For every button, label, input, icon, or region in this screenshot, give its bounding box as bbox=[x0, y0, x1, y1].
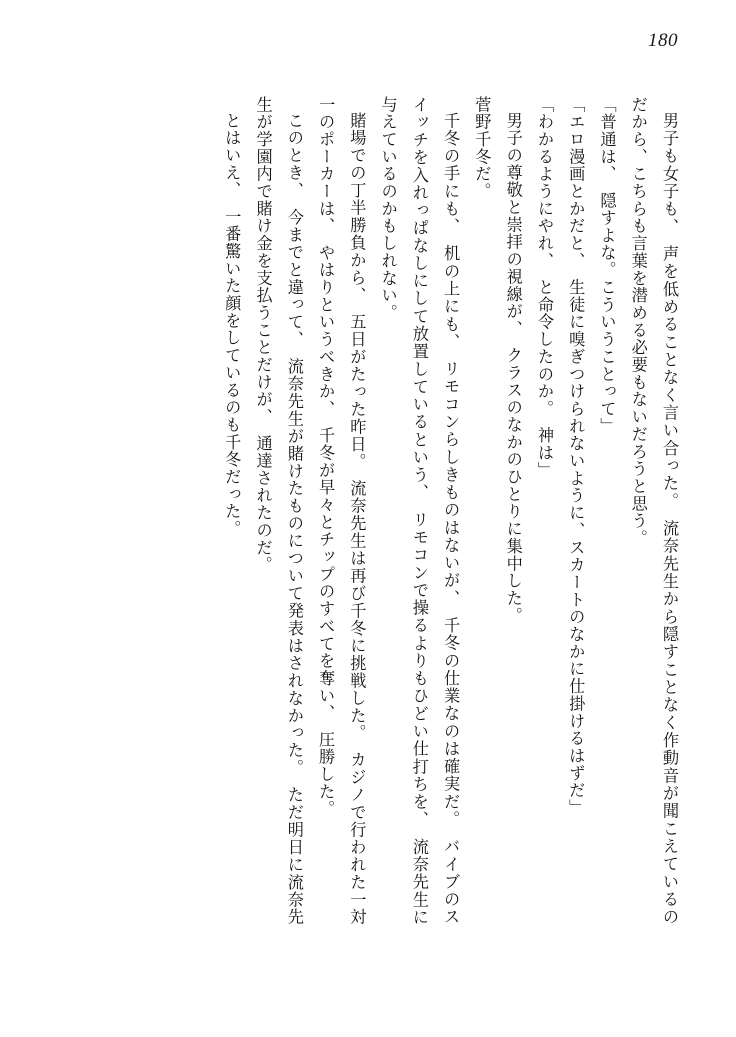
page-number: 180 bbox=[648, 30, 678, 51]
paragraph: 千冬の手にも、 机の上にも、 リモコンらしきものはないが、 千冬の仕業なのは確実だ。 バイブのスイッチを入れっぱなしにして放置しているという、 リモコンで操るよりもひどい仕打ちを、 流奈先生に与えているのかもしれない。 bbox=[378, 96, 460, 926]
paragraph: このとき、 今までと違って、 流奈先生が賭けたものについて発表はされなかった。 ただ明日に流奈先生が学園内で賭け金を支払うことだけが、 通達されたのだ。 bbox=[253, 96, 303, 926]
paragraph: とはいえ、 一番驚いた顔をしているのも千冬だった。 bbox=[222, 112, 241, 538]
paragraph: 「普通は、 隠すよな。こういうことって」 bbox=[597, 96, 616, 435]
paragraph: 賭場での丁半勝負から、 五日がたった昨日。 流奈先生は再び千冬に挑戦した。 カジノで行われた一対一のポーカーは、 やはりというべきか、 千冬が早々とチップのすべてを奪い、 圧勝した。 bbox=[316, 96, 366, 926]
page-text-body bbox=[80, 96, 684, 926]
paragraph: 男子の尊敬と崇拝の視線が、 クラスのなかのひとりに集中した。 bbox=[503, 112, 522, 625]
paragraph: 「エロ漫画とかだと、 生徒に嗅ぎつけられないように、スカートのなかに仕掛けるはずだ」 bbox=[566, 96, 585, 817]
paragraph: 菅野千冬だ。 bbox=[472, 96, 491, 201]
paragraph: 男子も女子も、 声を低めることなく言い合った。 流奈先生から隠すことなく作動音が聞こえているのだから、こちらも言葉を潜める必要もないだろうと思う。 bbox=[628, 96, 678, 926]
paragraph: 「わかるようにやれ、 と命令したのか。 神は」 bbox=[534, 96, 553, 479]
